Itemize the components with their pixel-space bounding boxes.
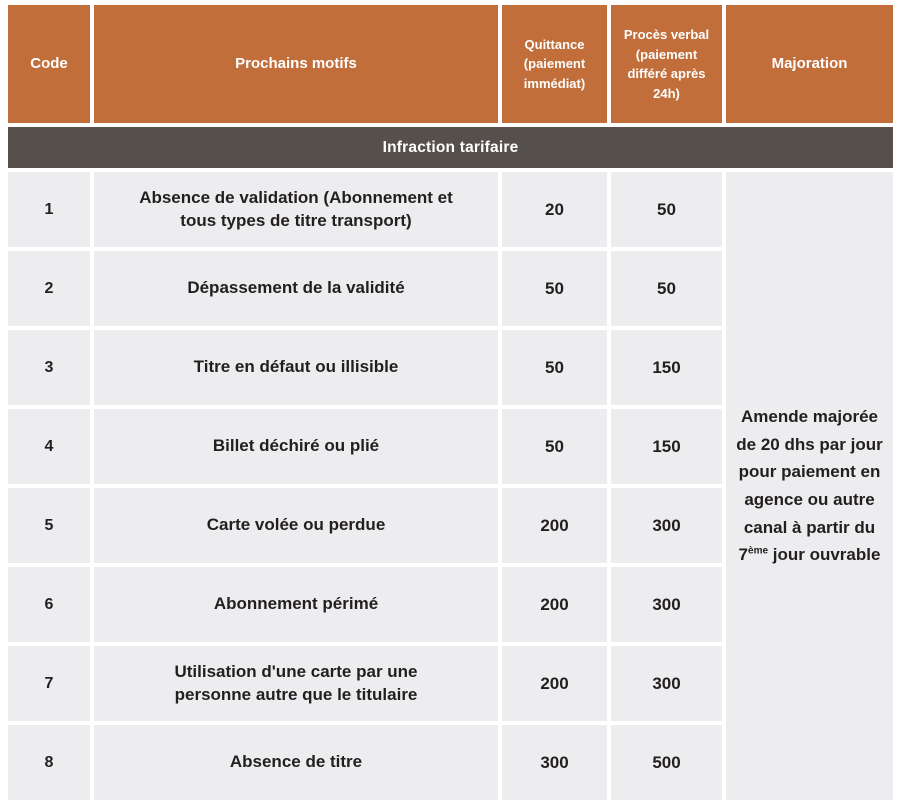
motif-cell: Carte volée ou perdue bbox=[94, 488, 498, 563]
column-header-majoration: Majoration bbox=[726, 5, 893, 123]
motif-cell: Utilisation d'une carte par une personne autre que le titulaire bbox=[94, 646, 498, 721]
quittance-cell: 200 bbox=[502, 567, 607, 642]
motif-cell: Dépassement de la validité bbox=[94, 251, 498, 326]
code-cell: 2 bbox=[8, 251, 90, 326]
proces-verbal-cell: 150 bbox=[611, 330, 722, 405]
code-cell: 4 bbox=[8, 409, 90, 484]
motif-cell: Titre en défaut ou illisible bbox=[94, 330, 498, 405]
quittance-cell: 50 bbox=[502, 409, 607, 484]
code-cell: 8 bbox=[8, 725, 90, 800]
proces-verbal-cell: 500 bbox=[611, 725, 722, 800]
quittance-cell: 20 bbox=[502, 172, 607, 247]
majoration-note bbox=[726, 172, 893, 800]
code-cell: 3 bbox=[8, 330, 90, 405]
fares-table bbox=[4, 1, 897, 804]
motif-cell: Absence de titre bbox=[94, 725, 498, 800]
majoration-text-after: jour ouvrable bbox=[768, 545, 881, 565]
header-row bbox=[8, 5, 893, 123]
quittance-cell: 50 bbox=[502, 251, 607, 326]
quittance-cell: 300 bbox=[502, 725, 607, 800]
proces-verbal-cell: 150 bbox=[611, 409, 722, 484]
code-cell: 5 bbox=[8, 488, 90, 563]
quittance-cell: 50 bbox=[502, 330, 607, 405]
motif-cell: Abonnement périmé bbox=[94, 567, 498, 642]
quittance-cell: 200 bbox=[502, 646, 607, 721]
section-header: Infraction tarifaire bbox=[8, 127, 893, 168]
code-cell: 6 bbox=[8, 567, 90, 642]
proces-verbal-cell: 300 bbox=[611, 567, 722, 642]
section-row bbox=[8, 127, 893, 168]
proces-verbal-cell: 50 bbox=[611, 251, 722, 326]
proces-verbal-cell: 300 bbox=[611, 646, 722, 721]
majoration-text-before: Amende majorée de 20 dhs par jour pour paiement en agence ou autre canal à partir du 7 bbox=[736, 407, 883, 565]
code-cell: 1 bbox=[8, 172, 90, 247]
proces-verbal-cell: 300 bbox=[611, 488, 722, 563]
table-row bbox=[8, 172, 893, 247]
quittance-cell: 200 bbox=[502, 488, 607, 563]
column-header-motifs: Prochains motifs bbox=[94, 5, 498, 123]
motif-cell: Absence de validation (Abonnement et tous types de titre transport) bbox=[94, 172, 498, 247]
majoration-superscript: ème bbox=[748, 545, 769, 557]
column-header-quittance: Quittance (paiement immédiat) bbox=[502, 5, 607, 123]
motif-cell: Billet déchiré ou plié bbox=[94, 409, 498, 484]
code-cell: 7 bbox=[8, 646, 90, 721]
column-header-proces-verbal: Procès verbal (paiement différé après 24h) bbox=[611, 5, 722, 123]
proces-verbal-cell: 50 bbox=[611, 172, 722, 247]
column-header-code: Code bbox=[8, 5, 90, 123]
